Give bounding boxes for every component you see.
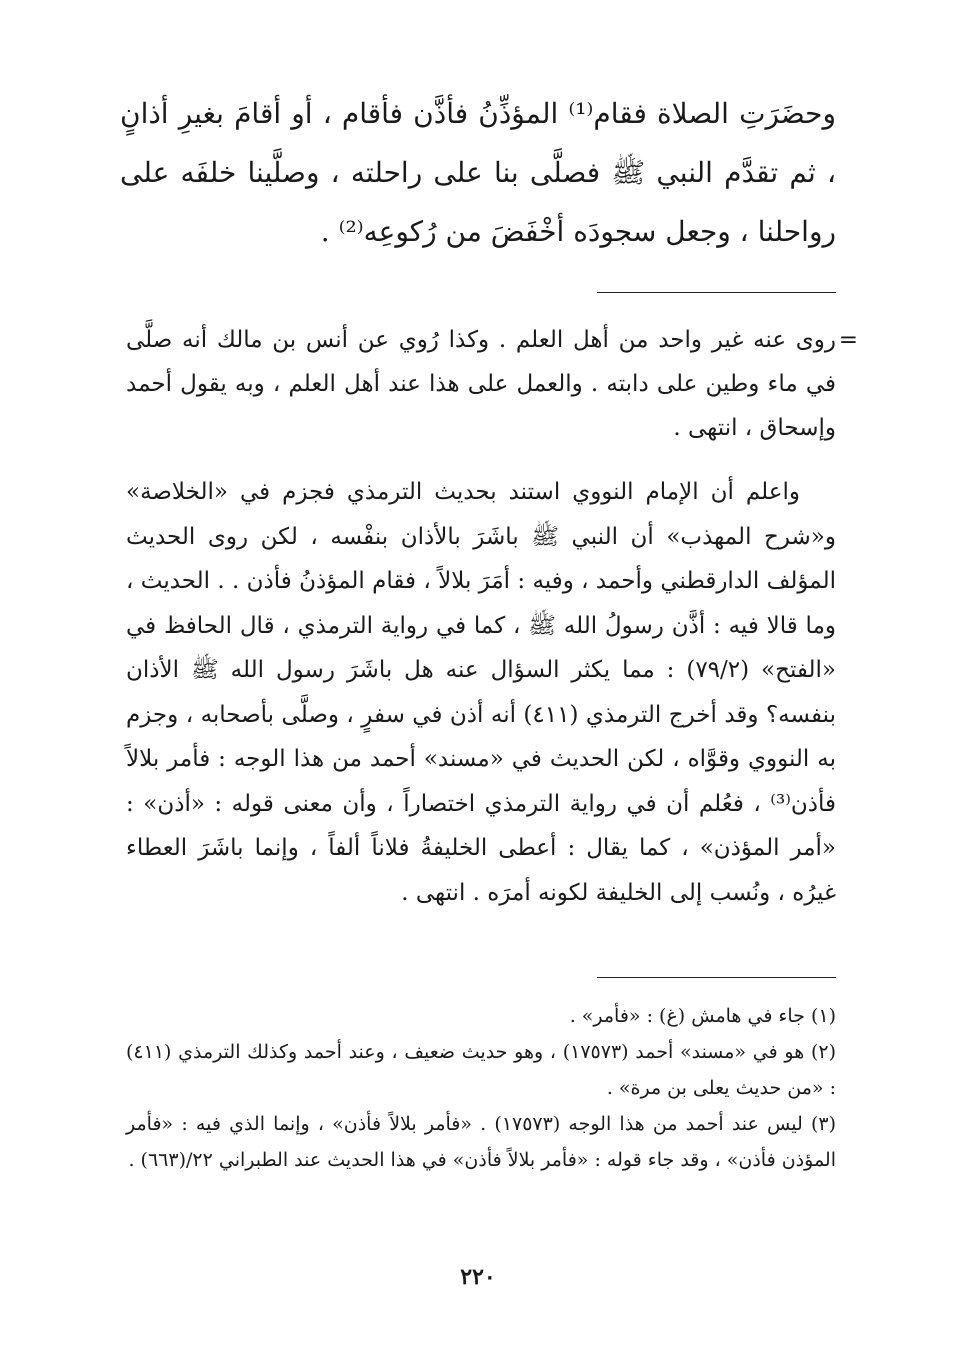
page-number: ٢٢٠	[460, 1264, 496, 1290]
footnotes	[126, 998, 836, 1178]
footnote-3: (٣) ليس عند أحمد من هذا الوجه (١٧٥٧٣) . «فأمر بلالاً فأذن» ، وإنما الذي فيه : «فأمر المؤذن فأذن» ، وقد جاء قوله : «فأمر بلالاً فأذن» في هذا الحديث عند الطبراني ٢٢/(٦٦٣) .	[126, 1113, 836, 1171]
footnote-1: (١) جاء في هامش (غ) : «فأمر» .	[569, 1005, 836, 1027]
note-continuation	[126, 318, 858, 450]
note-continuation-text: روى عنه غير واحد من أهل العلم . وكذا رُوي عن أنس بن مالك أنه صلَّى في ماء وطين على دابته . والعمل على هذا عند أهل العلم ، وبه يقول أحمد وإسحاق ، انتهى .	[126, 327, 836, 441]
main-text: وحضَرَتِ الصلاة فقام⁽¹⁾ المؤذِّنُ فأذَّن فأقام ، أو أقامَ بغيرِ أذانٍ ، ثم تقدَّم النبي ﷺ فصلَّى بنا على راحلته ، وصلَّينا خلفَه على رواحلنا ، وجعل سجودَه أخْفَضَ من رُكوعِه⁽²⁾ .	[120, 97, 836, 248]
footnote-separator-top	[597, 292, 836, 293]
footnote-separator-bottom	[597, 977, 836, 978]
note-paragraph: واعلم أن الإمام النووي استند بحديث الترمذي فجزم في «الخلاصة» و«شرح المهذب» أن النبي ﷺ باشَرَ بالأذان بنفْسه ، لكن روى الحديث المؤلف الدارقطني وأحمد ، وفيه : أمَرَ بلالاً ، فقام المؤذنُ فأذن . . الحديث ، وما قالا فيه : أذَّن رسولُ الله ﷺ ، كما في رواية الترمذي ، قال الحافظ في «الفتح» (٧٩/٢) : مما يكثر السؤال عنه هل باشَرَ رسول الله ﷺ الأذان بنفسه؟ وقد أخرج الترمذي (٤١١) أنه أذن في سفرٍ ، وصلَّى بأصحابه ، وجزم به النووي وقوَّاه ، لكن الحديث في «مسند» أحمد من هذا الوجه : فأمر بلالاً فأذن⁽³⁾ ، فعُلم أن في رواية الترمذي اختصاراً ، وأن معنى قوله : «أذن» : «أمر المؤذن» ، كما يقال : أعطى الخليفةُ فلاناً ألفاً ، وإنما باشَرَ العطاء غيرُه ، ونُسب إلى الخليفة لكونه أمرَه . انتهى .	[126, 479, 837, 906]
footnote-2: (٢) هو في «مسند» أحمد (١٧٥٧٣) ، وهو حديث ضعيف ، وعند أحمد وكذلك الترمذي (٤١١) : «من حديث يعلى بن مرة» .	[126, 1041, 836, 1099]
continuation-marker: =	[838, 327, 858, 353]
